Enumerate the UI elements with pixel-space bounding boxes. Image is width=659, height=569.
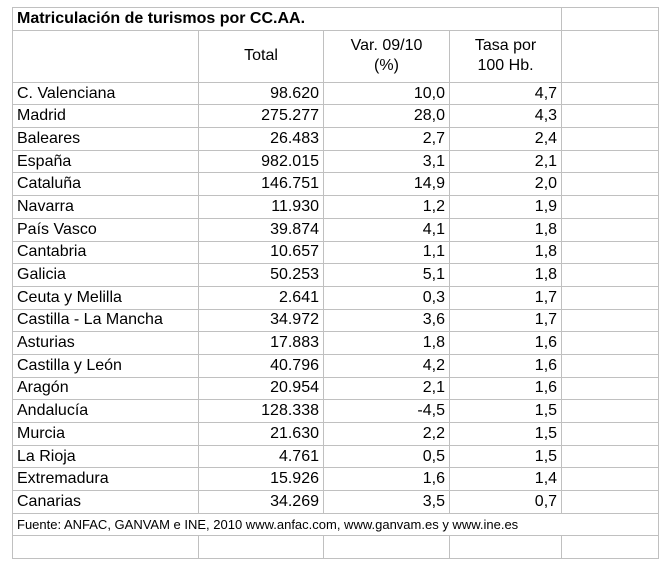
variation-cell[interactable]: 3,6 [324,309,450,332]
rate-cell[interactable]: 1,5 [450,423,562,446]
empty-cell[interactable] [562,377,659,400]
total-cell[interactable]: 11.930 [199,196,324,219]
total-cell[interactable]: 34.269 [199,491,324,514]
table-row [13,309,659,332]
variation-cell[interactable]: 5,1 [324,264,450,287]
empty-cell[interactable] [199,536,324,559]
variation-cell[interactable]: 1,1 [324,241,450,264]
variation-cell[interactable]: 3,5 [324,491,450,514]
region-cell[interactable]: Extremadura [13,468,199,491]
empty-cell[interactable] [562,445,659,468]
variation-cell[interactable]: 0,3 [324,286,450,309]
header-rate-line2: 100 Hb. [477,57,534,75]
table-row [13,150,659,173]
rate-cell[interactable]: 1,7 [450,309,562,332]
rate-cell[interactable]: 0,7 [450,491,562,514]
region-cell[interactable]: Navarra [13,196,199,219]
empty-cell[interactable] [13,536,199,559]
empty-cell[interactable] [562,241,659,264]
total-cell[interactable]: 26.483 [199,128,324,151]
table-row [13,332,659,355]
region-cell[interactable]: País Vasco [13,218,199,241]
empty-cell[interactable] [562,8,659,31]
rate-cell[interactable]: 2,0 [450,173,562,196]
header-rate[interactable] [450,30,562,82]
empty-cell[interactable] [562,536,659,559]
empty-cell[interactable] [562,468,659,491]
rate-cell[interactable]: 1,5 [450,445,562,468]
region-cell[interactable]: Ceuta y Melilla [13,286,199,309]
variation-cell[interactable]: 10,0 [324,82,450,105]
empty-cell[interactable] [562,128,659,151]
variation-cell[interactable]: 4,1 [324,218,450,241]
region-cell[interactable]: Madrid [13,105,199,128]
empty-cell[interactable] [562,400,659,423]
table-row [13,354,659,377]
total-cell[interactable]: 40.796 [199,354,324,377]
empty-cell[interactable] [562,309,659,332]
variation-cell[interactable]: 1,6 [324,468,450,491]
empty-cell[interactable] [450,536,562,559]
variation-cell[interactable]: 3,1 [324,150,450,173]
region-cell[interactable]: Castilla y León [13,354,199,377]
region-cell[interactable]: Canarias [13,491,199,514]
empty-cell[interactable] [562,286,659,309]
empty-cell[interactable] [562,150,659,173]
region-cell[interactable]: Galicia [13,264,199,287]
title-row [13,8,659,31]
header-row [13,30,659,82]
registrations-table [12,7,659,559]
table-row [13,468,659,491]
header-variation[interactable] [324,30,450,82]
rate-cell[interactable]: 1,8 [450,264,562,287]
table-row [13,286,659,309]
header-variation-line2: (%) [374,57,399,75]
table-row [13,128,659,151]
total-cell[interactable]: 4.761 [199,445,324,468]
table-row [13,196,659,219]
rate-cell[interactable]: 2,1 [450,150,562,173]
empty-cell[interactable] [562,423,659,446]
table-row [13,82,659,105]
variation-cell[interactable]: 2,7 [324,128,450,151]
rate-cell[interactable]: 1,6 [450,377,562,400]
region-cell[interactable]: Cataluña [13,173,199,196]
variation-cell[interactable]: 2,2 [324,423,450,446]
table-row [13,173,659,196]
rate-cell[interactable]: 1,8 [450,241,562,264]
table-row [13,445,659,468]
total-cell[interactable]: 20.954 [199,377,324,400]
table-row [13,377,659,400]
rate-cell[interactable]: 2,4 [450,128,562,151]
rate-cell[interactable]: 1,9 [450,196,562,219]
table-row [13,491,659,514]
total-cell[interactable]: 34.972 [199,309,324,332]
total-cell[interactable]: 275.277 [199,105,324,128]
total-cell[interactable]: 15.926 [199,468,324,491]
header-variation-line1: Var. 09/10 [350,37,423,55]
region-cell[interactable]: Asturias [13,332,199,355]
variation-cell[interactable]: 1,8 [324,332,450,355]
table-row [13,241,659,264]
rate-cell[interactable]: 4,3 [450,105,562,128]
total-cell[interactable]: 39.874 [199,218,324,241]
total-cell[interactable]: 128.338 [199,400,324,423]
empty-cell[interactable] [562,218,659,241]
empty-cell[interactable] [562,82,659,105]
empty-cell[interactable] [562,332,659,355]
region-cell[interactable]: Andalucía [13,400,199,423]
table-row [13,264,659,287]
variation-cell[interactable]: 14,9 [324,173,450,196]
region-cell[interactable]: C. Valenciana [13,82,199,105]
total-cell[interactable]: 17.883 [199,332,324,355]
variation-cell[interactable]: 4,2 [324,354,450,377]
source-row [13,513,659,536]
table-title[interactable]: Matriculación de turismos por CC.AA. [13,8,562,31]
variation-cell[interactable]: -4,5 [324,400,450,423]
region-cell[interactable]: Baleares [13,128,199,151]
empty-cell[interactable] [562,264,659,287]
region-cell[interactable]: Aragón [13,377,199,400]
empty-cell[interactable] [562,30,659,82]
header-rate-line1: Tasa por [474,37,537,55]
region-cell[interactable]: La Rioja [13,445,199,468]
total-cell[interactable]: 146.751 [199,173,324,196]
empty-cell[interactable] [562,173,659,196]
variation-cell[interactable]: 0,5 [324,445,450,468]
region-cell[interactable]: Murcia [13,423,199,446]
variation-cell[interactable]: 28,0 [324,105,450,128]
source-note[interactable]: Fuente: ANFAC, GANVAM e INE, 2010 www.anfac.com, www.ganvam.es y www.ine.es [13,513,659,536]
region-cell[interactable]: España [13,150,199,173]
empty-cell[interactable] [562,105,659,128]
variation-cell[interactable]: 2,1 [324,377,450,400]
table-row [13,423,659,446]
rate-cell[interactable]: 1,6 [450,332,562,355]
region-cell[interactable]: Castilla - La Mancha [13,309,199,332]
empty-cell[interactable] [562,354,659,377]
table-row [13,218,659,241]
total-cell[interactable]: 21.630 [199,423,324,446]
rate-cell[interactable]: 4,7 [450,82,562,105]
region-cell[interactable]: Cantabria [13,241,199,264]
header-total[interactable] [199,30,324,82]
total-cell[interactable]: 2.641 [199,286,324,309]
header-total-label: Total [244,47,278,65]
total-cell[interactable]: 982.015 [199,150,324,173]
table-row [13,105,659,128]
variation-cell[interactable]: 1,2 [324,196,450,219]
rate-cell[interactable]: 1,6 [450,354,562,377]
rate-cell[interactable]: 1,5 [450,400,562,423]
table-row [13,400,659,423]
empty-row [13,536,659,559]
rate-cell[interactable]: 1,4 [450,468,562,491]
total-cell[interactable]: 50.253 [199,264,324,287]
empty-cell[interactable] [562,196,659,219]
empty-cell[interactable] [324,536,450,559]
total-cell[interactable]: 98.620 [199,82,324,105]
total-cell[interactable]: 10.657 [199,241,324,264]
empty-cell[interactable] [562,491,659,514]
rate-cell[interactable]: 1,8 [450,218,562,241]
rate-cell[interactable]: 1,7 [450,286,562,309]
header-region-cell[interactable] [13,30,199,82]
